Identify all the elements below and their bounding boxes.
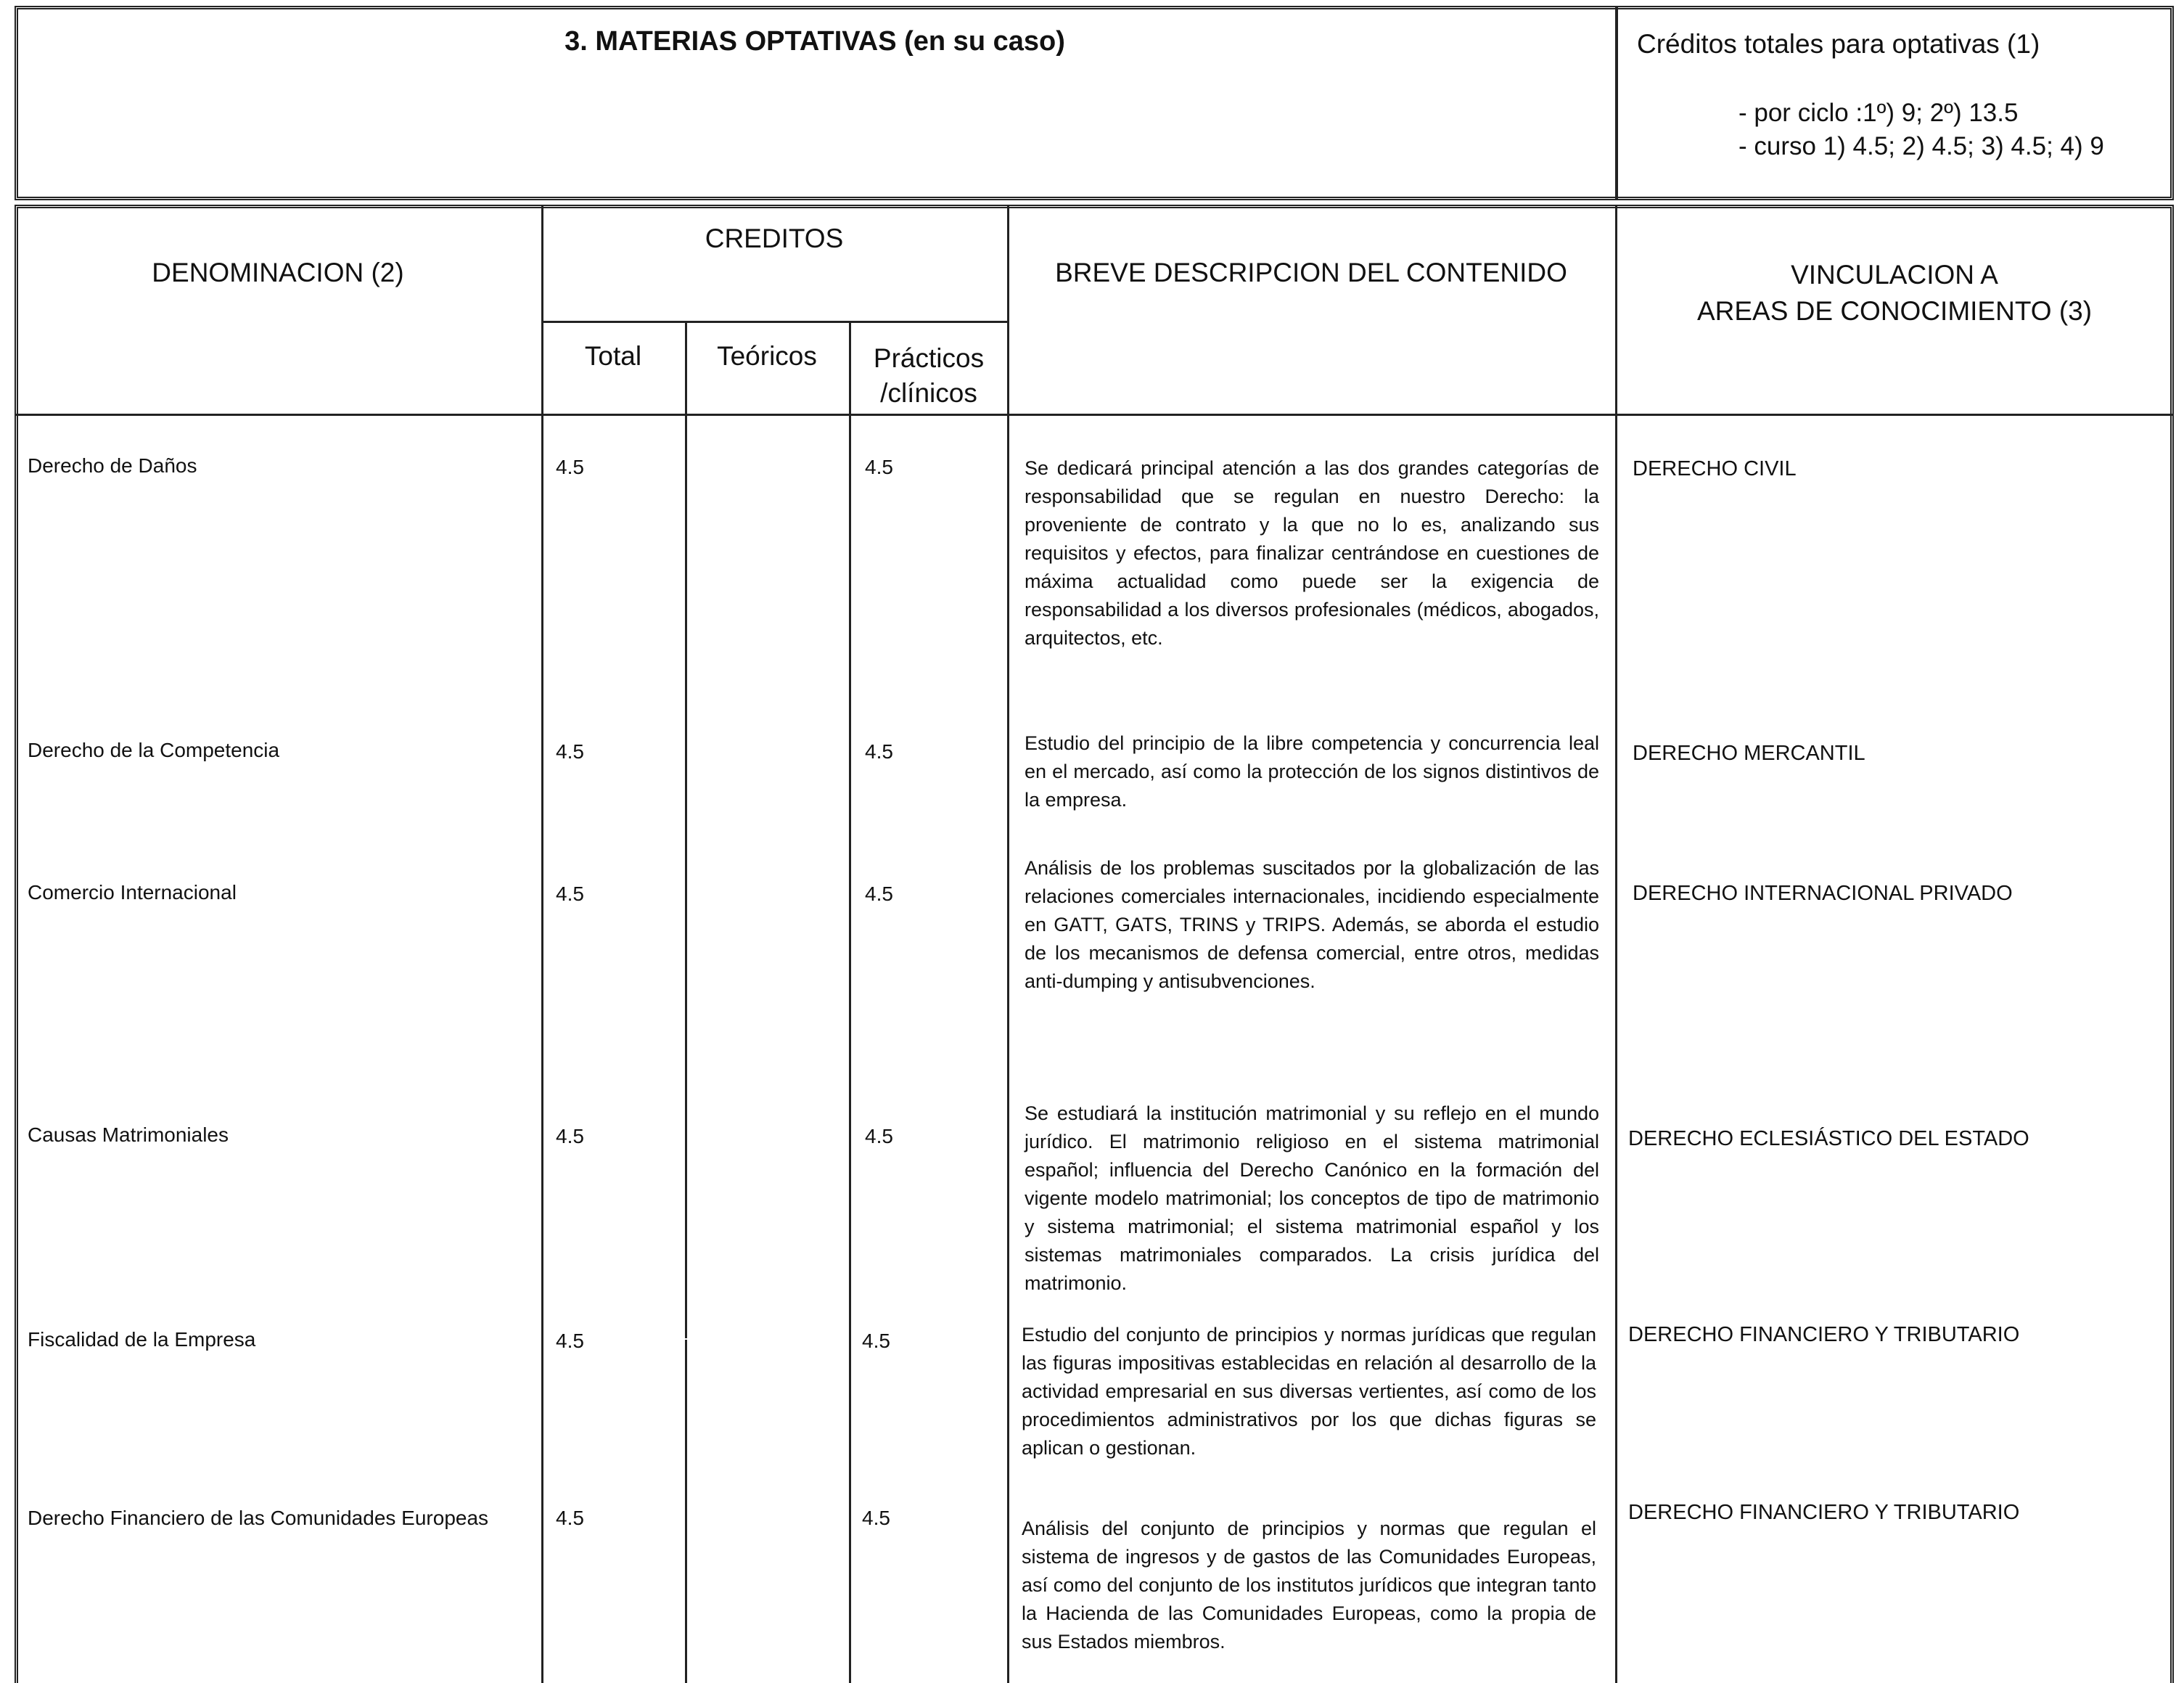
row-1-area: DERECHO CIVIL [1633,457,1797,480]
row-4-description: Se estudiará la institución matrimonial y su reflejo en el mundo jurídico. El matrimonio religioso en el sistema matrimonial español; influencia del Derecho Canónico en la formación del vigente modelo matrimonial; los conceptos de tipo de matrimonio y sistema matrimonial; el sistema matrimonial español y los sistemas matrimoniales comparados. La crisis jurídica del matrimonio. [1025,1102,1599,1294]
row-4-name: Causas Matrimoniales [28,1123,229,1146]
row-6-total: 4.5 [556,1507,584,1529]
row-4-area: DERECHO ECLESIÁSTICO DEL ESTADO [1628,1127,2029,1150]
header-teoricos: Teóricos [717,341,817,371]
row-2-name: Derecho de la Competencia [28,739,280,761]
credits-curso: - curso 1) 4.5; 2) 4.5; 3) 4.5; 4) 9 [1738,132,2104,160]
row-5-description: Estudio del conjunto de principios y normas jurídicas que regulan las figuras impositivas establecidas en relación al desarrollo de la actividad empresarial en sus diversas vertientes, así como de los procedimientos administrativos por los que dichas figuras se aplican o gestionan. [1022,1324,1596,1459]
row-6-description: Análisis del conjunto de principios y normas que regulan el sistema de ingresos y de gastos de las Comunidades Europeas, así como del conjunto de los institutos jurídicos que integran tanto la Hacienda de las Comunidades Europeas, como la propia de sus Estados miembros. [1022,1518,1596,1653]
col-divider-4 [1007,205,1009,1683]
header-vinculacion-1: VINCULACION A [1791,260,1998,290]
row-2-total: 4.5 [556,740,584,763]
row-1-name: Derecho de Daños [28,454,197,477]
col-divider-1 [541,205,543,1683]
row-4-total: 4.5 [556,1125,584,1147]
row-6-name: Derecho Financiero de las Comunidades Europeas [28,1507,489,1529]
row-3-name: Comercio Internacional [28,881,237,904]
col-divider-3 [849,322,851,1683]
row-6-practicos: 4.5 [862,1507,890,1529]
creditos-subheader-line [541,321,1007,323]
header-total: Total [584,341,642,371]
header-vinculacion-2: AREAS DE CONOCIMIENTO (3) [1696,296,2093,326]
row-1-total: 4.5 [556,456,584,478]
row-2-practicos: 4.5 [865,740,893,763]
row-3-total: 4.5 [556,883,584,905]
row-2-area: DERECHO MERCANTIL [1633,742,1865,765]
page-title: 3. MATERIAS OPTATIVAS (en su caso) [565,26,1065,57]
row-3-practicos: 4.5 [865,883,893,905]
row-1-practicos: 4.5 [865,456,893,478]
credits-title: Créditos totales para optativas (1) [1637,29,2040,59]
row-5-practicos: 4.5 [862,1330,890,1352]
col-divider-5 [1615,205,1617,1683]
row-3-area: DERECHO INTERNACIONAL PRIVADO [1633,882,2013,905]
header-descripcion: BREVE DESCRIPCION DEL CONTENIDO [1055,258,1567,287]
row-1-description: Se dedicará principal atención a las dos grandes categorías de responsabilidad que se regulan en nuestro Derecho: la proveniente de contrato y la que no lo es, analizando sus requisitos y efectos, para finalizar centrándose en cuestiones de máxima actualidad como puede ser la exigencia de responsabilidad a los diversos profesionales (médicos, abogados, arquitectos, etc. [1025,457,1599,649]
col-divider-2-body [685,415,687,1338]
row-3-description: Análisis de los problemas suscitados por la globalización de las relaciones comerciales internacionales, incidiendo especialmente en GATT, GATS, TRINS y TRIPS. Además, se aborda el estudio de los mecanismos de defensa comercial, entre otros, medidas anti-dumping y antisubvenciones. [1025,857,1599,992]
credits-por-ciclo: - por ciclo :1º) 9; 2º) 13.5 [1738,99,2019,127]
row-6-area: DERECHO FINANCIERO Y TRIBUTARIO [1628,1501,2020,1524]
header-creditos: CREDITOS [705,224,844,253]
row-5-name: Fiscalidad de la Empresa [28,1328,256,1351]
row-5-total: 4.5 [556,1330,584,1352]
col-divider-2-lower [685,1340,687,1683]
row-4-practicos: 4.5 [865,1125,893,1147]
header-practicos: Prácticos /clínicos [873,343,985,408]
header-bottom-line [15,414,2174,416]
header-denominacion: DENOMINACION (2) [152,258,404,287]
header-divider [1615,6,1618,200]
row-2-description: Estudio del principio de la libre competencia y concurrencia leal en el mercado, así como la protección de los signos distintivos de la empresa. [1025,732,1599,811]
row-5-area: DERECHO FINANCIERO Y TRIBUTARIO [1628,1323,2020,1346]
